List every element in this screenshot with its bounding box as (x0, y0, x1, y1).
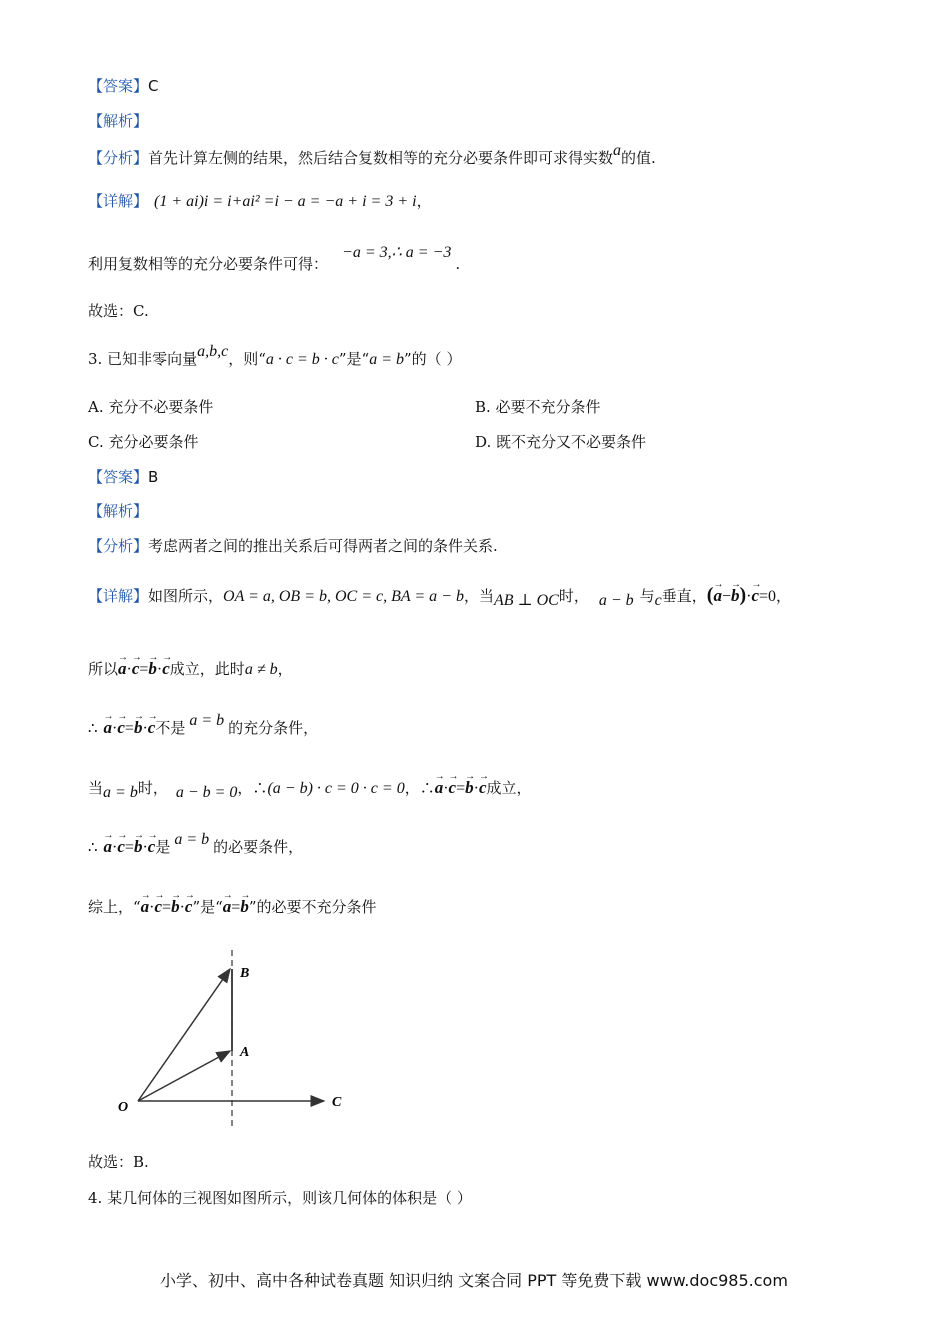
vec-a: → a (104, 836, 113, 858)
vec-a: → a (713, 585, 722, 607)
dot: · (473, 780, 479, 797)
fenxi-tag: 【分析】 (88, 149, 149, 167)
detail-tag: 【详解】 (88, 587, 149, 605)
paren-open: ( (706, 584, 714, 606)
detail-math5: =0 (759, 588, 777, 605)
paren-close: ) (739, 584, 747, 606)
vector-figure (100, 945, 360, 1135)
line3-q3 (88, 712, 319, 740)
eq: = (124, 720, 134, 737)
dot: · (746, 588, 752, 605)
vec-b: → b (134, 717, 143, 739)
vec-c: → c (751, 585, 759, 607)
option-d: D. 既不充分又不必要条件 (475, 433, 647, 451)
line2-a: 所以 (88, 660, 119, 678)
vec-a: → a (104, 717, 113, 739)
dot: · (112, 839, 118, 856)
detail-math3: a − b (598, 592, 634, 609)
analysis-tag: 【解析】 (88, 502, 149, 520)
line3-c: 的充分条件， (228, 719, 319, 737)
option-b: B. 必要不充分条件 (475, 398, 601, 416)
fenxi-text-end: 的值. (621, 149, 656, 167)
q4-stem: 4. 某几何体的三视图如图所示，则该几何体的体积是（ ） (88, 1189, 472, 1207)
detail-c: 时， (558, 587, 589, 605)
eq: = (162, 899, 172, 916)
q3-stem-lead: 3. 已知非零向量 (88, 350, 198, 368)
minus: − (721, 588, 731, 605)
answer-line-q3 (88, 466, 158, 488)
vec-b: → b (731, 585, 740, 607)
vector-ob (138, 969, 230, 1101)
line5-c: 的必要条件， (213, 838, 304, 856)
line4-c: ，∴ (237, 779, 268, 797)
fenxi-line-q3 (88, 535, 498, 557)
vec-c: → c (155, 896, 163, 918)
label-b: B (240, 966, 250, 981)
detail-math: (1 + ai)i = i+ai² =i − a = −a + i = 3 + i (154, 193, 417, 210)
detail-tag: 【详解】 (88, 192, 149, 210)
label-o: O (118, 1100, 129, 1115)
vec-b: → b (148, 658, 157, 680)
detail-end: ， (416, 192, 432, 210)
vec-c: → c (185, 896, 193, 918)
use-math: −a = 3,∴ a = −3 (342, 244, 452, 261)
vec-b: → b (240, 896, 249, 918)
line5-a: ∴ (88, 838, 98, 856)
option-a: A. 充分不必要条件 (88, 398, 214, 416)
line2-b: 成立，此时 (169, 660, 245, 678)
q3-stem-d: ”的（ ） (404, 350, 462, 368)
eq: = (231, 899, 241, 916)
line4-math1: a = b (103, 784, 138, 801)
detail-d: 与 (639, 587, 655, 605)
answer-tag: 【答案】 (88, 77, 149, 95)
line6-b: ”是“ (192, 898, 223, 916)
vec-b: → b (134, 836, 143, 858)
detail-math1: OA = a, OB = b, OC = c, BA = a − b (223, 588, 464, 605)
dot: · (126, 661, 132, 678)
dot: · (149, 899, 155, 916)
line4-d: ，∴ (404, 779, 435, 797)
line5-q3 (88, 831, 304, 859)
q3-stem-c: ”是“ (338, 350, 370, 368)
dot: · (142, 720, 148, 737)
eq: = (139, 661, 149, 678)
q3-cond1: a · c = b · c (265, 351, 339, 368)
line2-math: a ≠ b (244, 661, 278, 678)
detail-line-q3 (88, 584, 791, 608)
line4-q3 (88, 777, 532, 800)
detail-math2: AB ⊥ OC (493, 592, 559, 609)
detail-a: 如图所示， (148, 587, 224, 605)
dot: · (156, 661, 163, 678)
use-line-q2 (88, 244, 461, 276)
dot: · (443, 780, 449, 797)
eq: = (456, 780, 466, 797)
detail-f: ， (776, 587, 792, 605)
vector-oa (138, 1051, 230, 1101)
analysis-tag: 【解析】 (88, 112, 149, 130)
q3-stem-b: ，则“ (228, 350, 266, 368)
vec-c: → c (148, 836, 156, 858)
detail-b: ，当 (463, 587, 494, 605)
line4-a: 当 (88, 779, 104, 797)
line2-c: ， (277, 660, 293, 678)
line6-a: 综上，“ (88, 898, 141, 916)
label-a: A (240, 1045, 250, 1060)
answer-line-q2 (88, 75, 159, 97)
fenxi-text: 考虑两者之间的推出关系后可得两者之间的条件关系. (148, 537, 498, 555)
line5-b: 是 (155, 838, 171, 856)
dot: · (179, 899, 185, 916)
vec-b: → b (465, 777, 474, 799)
line3-math: a = b (189, 712, 225, 729)
line6-q3 (88, 896, 377, 919)
use-end: . (455, 255, 461, 273)
fenxi-text: 首先计算左侧的结果，然后结合复数相等的充分必要条件即可求得实数 (148, 149, 614, 167)
choose-q2: 故选：C. (88, 302, 149, 320)
detail-e: 垂直， (661, 587, 707, 605)
use-text: 利用复数相等的充分必要条件可得： (88, 255, 329, 273)
vec-c: → c (117, 717, 125, 739)
q3-cond2: a = b (369, 351, 405, 368)
q3-stem-vars: a,b,c (197, 343, 229, 360)
line4-math3: (a − b) · c = 0 · c = 0 (267, 780, 405, 797)
vec-c: → c (479, 777, 487, 799)
vec-a: → a (435, 777, 444, 799)
choose-q3: 故选：B. (88, 1153, 149, 1171)
line2-q3 (88, 658, 293, 681)
line5-math: a = b (174, 831, 210, 848)
option-c: C. 充分必要条件 (88, 433, 199, 451)
line6-c: ”的必要不充分条件 (248, 898, 377, 916)
vec-a: → a (118, 658, 127, 680)
vec-a: → a (141, 896, 150, 918)
fenxi-line-q2 (88, 142, 656, 170)
answer-tag: 【答案】 (88, 468, 149, 486)
dot: · (112, 720, 118, 737)
answer-value: C (148, 77, 159, 95)
dot: · (142, 839, 148, 856)
answer-value: B (148, 468, 159, 486)
fenxi-tag: 【分析】 (88, 537, 149, 555)
detail-math4: c (654, 592, 662, 609)
vec-b: → b (171, 896, 180, 918)
line4-b: 时， (137, 779, 168, 797)
line4-math2: a − b = 0 (175, 784, 238, 801)
line4-e: 成立， (486, 779, 532, 797)
vec-c: → c (117, 836, 125, 858)
line3-b: 不是 (155, 719, 186, 737)
q3-stem (88, 343, 462, 371)
vec-a: → a (223, 896, 232, 918)
label-c: C (332, 1095, 342, 1110)
line3-a: ∴ (88, 719, 98, 737)
fenxi-var: a (613, 142, 622, 159)
vec-c: → c (162, 658, 170, 680)
vec-c: → c (132, 658, 140, 680)
eq: = (124, 839, 134, 856)
vec-c: → c (449, 777, 457, 799)
detail-line-q2 (88, 190, 432, 213)
footer-banner: 小学、初中、高中各种试卷真题 知识归纳 文案合同 PPT 等免费下载 www.doc985.com (160, 1271, 788, 1290)
vec-c: → c (148, 717, 156, 739)
